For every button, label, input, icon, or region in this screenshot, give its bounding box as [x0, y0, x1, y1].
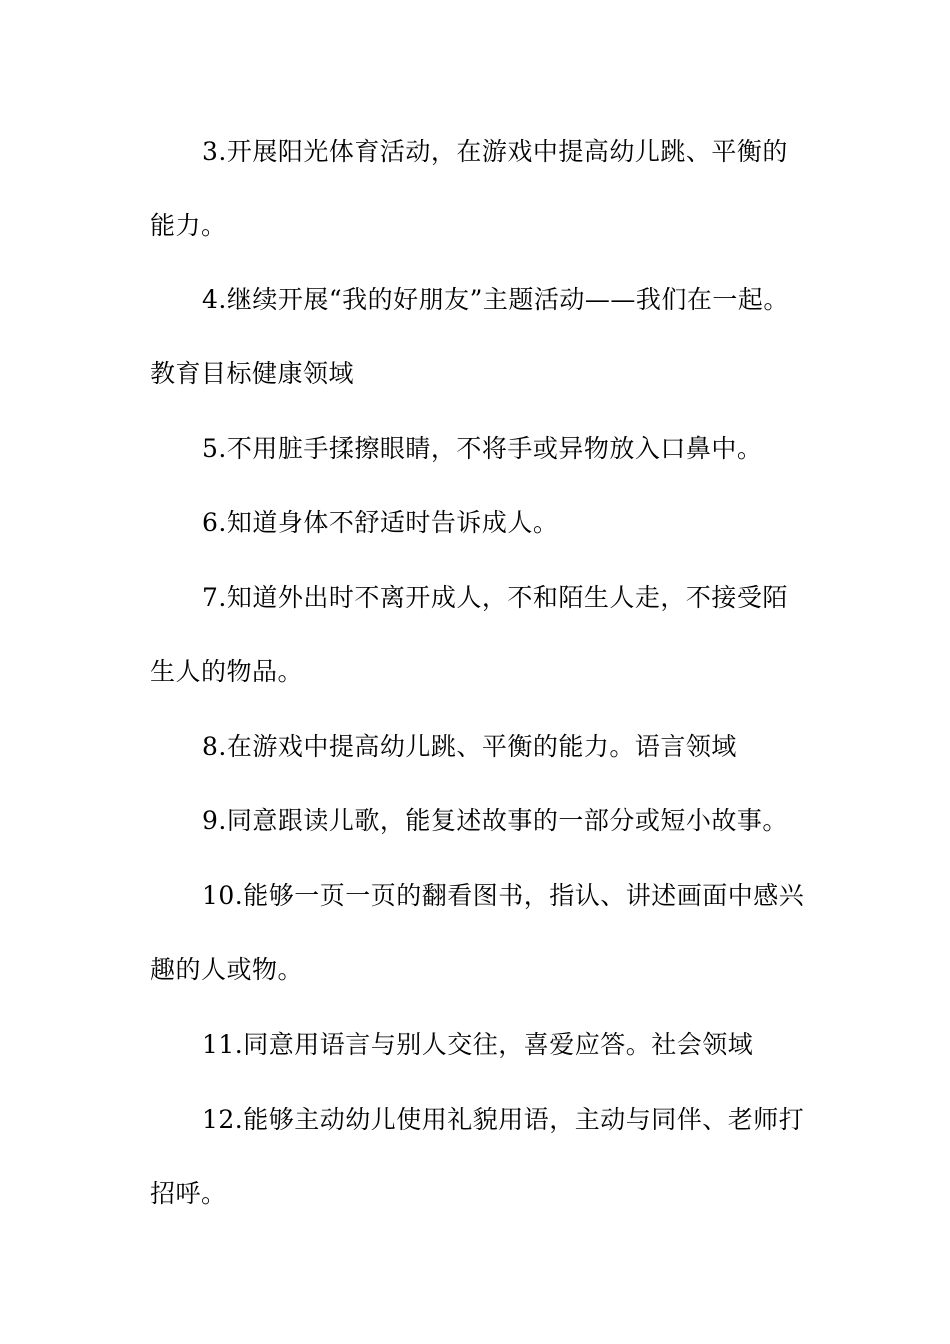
paragraph-9: 9.同意跟读儿歌，能复述故事的一部分或短小故事。 — [202, 806, 788, 835]
paragraph-10: 10.能够一页一页的翻看图书，指认、讲述画面中感兴趣的人或物。 — [150, 881, 805, 984]
paragraph-7: 7.知道外出时不离开成人，不和陌生人走，不接受陌生人的物品。 — [150, 583, 788, 686]
paragraph-12: 12.能够主动幼儿使用礼貌用语，主动与同伴、老师打招呼。 — [150, 1105, 805, 1208]
paragraph-11: 11.同意用语言与别人交往，喜爱应答。社会领域 — [202, 1030, 754, 1059]
paragraph-4: 4.继续开展“我的好朋友”主题活动——我们在一起。教育目标健康领域 — [150, 285, 789, 388]
paragraph-3: 3.开展阳光体育活动，在游戏中提高幼儿跳、平衡的能力。 — [150, 137, 788, 240]
paragraph-5: 5.不用脏手揉擦眼睛，不将手或异物放入口鼻中。 — [202, 434, 763, 463]
paragraph-8: 8.在游戏中提高幼儿跳、平衡的能力。语言领域 — [202, 732, 737, 761]
paragraph-6: 6.知道身体不舒适时告诉成人。 — [202, 508, 559, 537]
